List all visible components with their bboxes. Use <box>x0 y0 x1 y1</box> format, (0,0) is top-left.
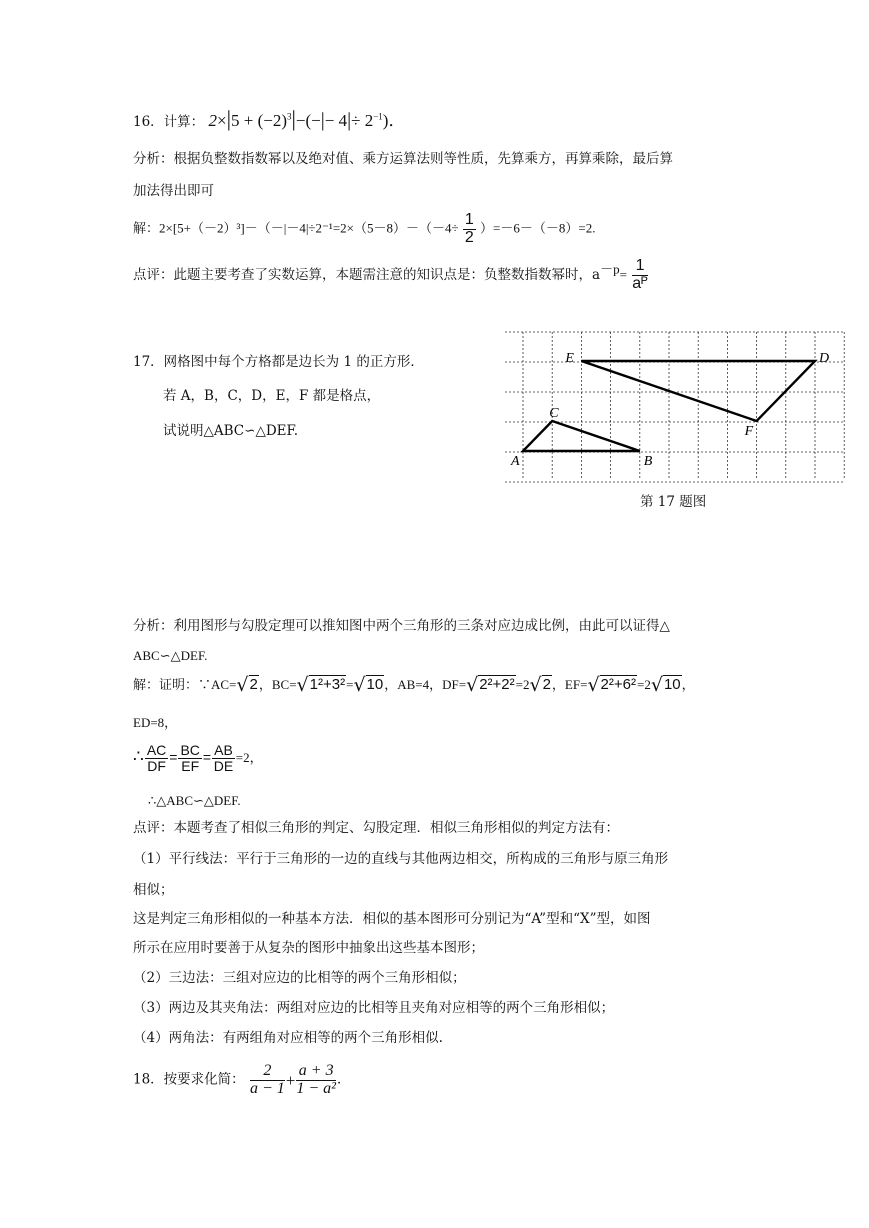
q17-comment-line-5: 所示在应用时要善于从复杂的图形中抽象出这些基本图形； <box>133 940 484 956</box>
q17-comment-line-4: 这是判定三角形相似的一种基本方法．相似的基本图形可分别记为“A”型和“X”型，如图 <box>133 911 651 927</box>
q17-conclusion: ∴△ABC∽△DEF. <box>148 793 241 808</box>
q18-statement: 18．按要求化简： $\frac{2}{a - 1}$ + $\frac{a + 3}{\text{1 − a²}}$ ． <box>133 1062 351 1097</box>
q17-analysis-line-2: ABC∽△DEF. <box>133 648 208 663</box>
q16-solution: 解：2×[5+（－2）³]－（－|－4|÷2⁻¹=2×（5－8）－（－4÷ $\frac{1}{2}$ ）=－6－（－8）=2. <box>133 211 596 246</box>
q17-grid-figure <box>500 330 845 485</box>
q17-comment-line-3: 相似； <box>133 882 174 898</box>
q16-expression: $2\times|5 + (-2)^3|-(-|- 4|\div 2^{-1})$． <box>208 106 406 131</box>
point-label-b: B <box>643 454 653 469</box>
q17-comment-line-8: （4）两角法：有两组角对应相等的两个三角形相似. <box>133 1030 443 1046</box>
q17-analysis-line-1: 分析：利用图形与勾股定理可以推知图中两个三角形的三条对应边成比例，由此可以证得△ <box>133 618 670 634</box>
q16-comment: 点评：此题主要考查了实数运算，本题需注意的知识点是：负整数指数幂时，$a^{-p}=$ $\frac{1}{\text{aᴾ}}$ <box>133 257 648 292</box>
point-label-a: A <box>511 454 520 469</box>
q17-figure-caption: 第 17 题图 <box>640 494 707 510</box>
q17-line-2: 若 A，B，C，D，E，F 都是格点， <box>163 388 381 404</box>
point-label-f: F <box>744 424 754 439</box>
q17-comment-line-7: （3）两边及其夹角法：两组对应边的比相等且夹角对应相等的两个三角形相似； <box>133 1000 615 1016</box>
q18-prompt: 18．按要求化简： <box>133 1071 245 1088</box>
q16-analysis-line-2: 加法得出即可 <box>133 183 214 199</box>
q17-comment-line-6: （2）三边法：三组对应边的比相等的两个三角形相似； <box>133 970 466 986</box>
q18-fraction-2: $\frac{a + 3}{\text{1 − a²}}$ <box>296 1062 336 1097</box>
q17-comment-line-1: 点评：本题考查了相似三角形的判定、勾股定理．相似三角形相似的判定方法有： <box>133 820 619 836</box>
q17-comment-line-2: （1）平行线法：平行于三角形的一边的直线与其他两边相交，所构成的三角形与原三角形 <box>133 851 669 867</box>
q16-prompt: 16．计算： <box>133 114 205 130</box>
point-label-d: D <box>819 351 830 366</box>
q16-analysis-line-1: 分析：根据负整数指数幂以及绝对值、乘方运算法则等性质，先算乘方，再算乘除，最后算 <box>133 151 673 167</box>
q17-ratio: ∴ $\frac{AC}{DF}$ = $\frac{BC}{EF}$ = $\frac{AB}{DE}$ =2， <box>133 742 263 774</box>
q18-fraction-1: $\frac{2}{a - 1}$ <box>249 1062 285 1097</box>
point-label-e: E <box>565 351 574 366</box>
point-label-c: C <box>549 406 559 421</box>
q16-comment-fraction: $\frac{1}{\text{aᴾ}}$ <box>632 257 648 292</box>
q17-proof-ed: ED=8， <box>133 715 178 730</box>
q17-proof: 解：证明：∵AC=√2，BC=√1²+3²=√10，AB=4，DF=√2²+2²=2√2，EF=√2²+6²=2√10， <box>133 674 695 696</box>
q16-solution-fraction: $\frac{1}{2}$ <box>464 211 474 246</box>
q16-statement <box>133 108 405 130</box>
q17-line-1: 17．网格图中每个方格都是边长为 1 的正方形． <box>133 354 424 370</box>
q17-line-3: 试说明△ABC∽△DEF. <box>163 423 299 439</box>
